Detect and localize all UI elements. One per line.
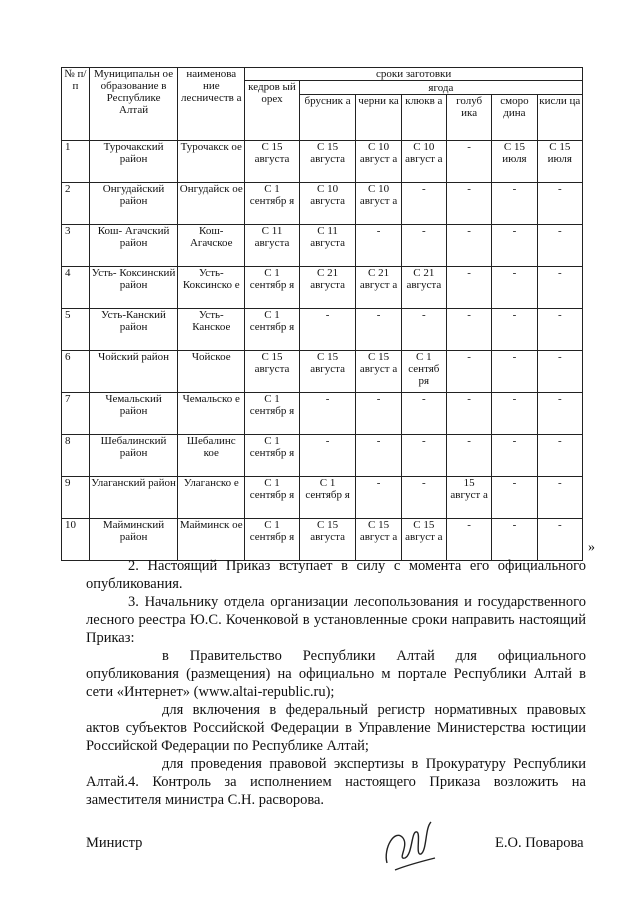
cell-forest: Кош- Агачское — [178, 225, 245, 267]
table-row — [62, 183, 583, 225]
cell-cedar: С 1 сентябр я — [245, 183, 300, 225]
paragraph-2: 2. Настоящий Приказ вступает в силу с момента его официального опубликования. — [86, 558, 586, 592]
cell-currant: - — [492, 435, 537, 477]
cell-forest: Усть- Канское — [178, 309, 245, 351]
cell-cedar: С 11 августа — [245, 225, 300, 267]
cell-n: 10 — [62, 519, 90, 561]
cell-sorrel: - — [537, 309, 582, 351]
cell-mun: Кош- Агачский район — [89, 225, 178, 267]
cell-cranberry: С 11 августа — [299, 225, 356, 267]
cell-sorrel: - — [537, 393, 582, 435]
cell-bilberry: - — [446, 183, 491, 225]
cell-cranberry: С 15 августа — [299, 519, 356, 561]
cell-mun: Шебалинский район — [89, 435, 178, 477]
cell-bilberry: - — [446, 141, 491, 183]
paragraph-3b: для включения в федеральный регистр нормативных правовых актов субъектов Российской Федерации в Управление Министерства юстиции Российской Федерации по Республике Алтай; — [86, 702, 586, 754]
cell-sorrel: - — [537, 477, 582, 519]
cell-lingonberry: С 1 сентяб ря — [401, 351, 446, 393]
cell-cedar: С 1 сентябр я — [245, 267, 300, 309]
cell-forest: Турочакск ое — [178, 141, 245, 183]
cell-mun: Усть- Коксинский район — [89, 267, 178, 309]
cell-currant: - — [492, 519, 537, 561]
cell-currant: - — [492, 351, 537, 393]
cell-bilberry: 15 август а — [446, 477, 491, 519]
cell-cedar: С 1 сентябр я — [245, 435, 300, 477]
cell-cedar: С 1 сентябр я — [245, 519, 300, 561]
header-cedar: кедров ый орех — [245, 81, 300, 141]
cell-forest: Чемальско е — [178, 393, 245, 435]
cell-bilberry: - — [446, 309, 491, 351]
cell-currant: - — [492, 393, 537, 435]
header-dates-group: сроки заготовки — [245, 68, 583, 81]
header-berry-group: ягода — [299, 81, 582, 95]
header-lingonberry: клюкв а — [401, 95, 446, 141]
table-row — [62, 477, 583, 519]
cell-lingonberry: С 15 август а — [401, 519, 446, 561]
cell-cranberry: - — [299, 393, 356, 435]
cell-sorrel: - — [537, 267, 582, 309]
table-body — [62, 141, 583, 561]
cell-mun: Турочакский район — [89, 141, 178, 183]
cell-cedar: С 1 сентябр я — [245, 393, 300, 435]
cell-lingonberry: С 10 август а — [401, 141, 446, 183]
cell-forest: Чойское — [178, 351, 245, 393]
cell-lingonberry: - — [401, 393, 446, 435]
cell-mun: Чойский район — [89, 351, 178, 393]
cell-cranberry: С 21 августа — [299, 267, 356, 309]
cell-bilberry: - — [446, 267, 491, 309]
harvest-dates-table — [61, 67, 583, 561]
cell-forest: Онгудайск ое — [178, 183, 245, 225]
table-row — [62, 393, 583, 435]
cell-currant: - — [492, 183, 537, 225]
cell-mun: Майминский район — [89, 519, 178, 561]
cell-n: 1 — [62, 141, 90, 183]
paragraph-3c: для проведения правовой экспертизы в Прокуратуру Республики Алтай. — [86, 756, 586, 790]
cell-currant: - — [492, 309, 537, 351]
cell-lingonberry: С 21 августа — [401, 267, 446, 309]
table-row — [62, 141, 583, 183]
cell-n: 4 — [62, 267, 90, 309]
cell-lingonberry: - — [401, 435, 446, 477]
cell-forest: Улаганско е — [178, 477, 245, 519]
cell-lingonberry: - — [401, 309, 446, 351]
table-row — [62, 351, 583, 393]
cell-mun: Онгудайский район — [89, 183, 178, 225]
cell-n: 7 — [62, 393, 90, 435]
cell-currant: - — [492, 267, 537, 309]
cell-bilberry: - — [446, 435, 491, 477]
table-row — [62, 267, 583, 309]
cell-cedar: С 1 сентябр я — [245, 309, 300, 351]
paragraph-3a: в Правительство Республики Алтай для официального опубликования (размещения) на официально м портале Республики Алтай в сети «Интернет» (www.altai-republic.ru); — [86, 648, 586, 700]
cell-lingonberry: - — [401, 477, 446, 519]
header-bilberry: голуб ика — [446, 95, 491, 141]
cell-mun: Чемальский район — [89, 393, 178, 435]
cell-cedar: С 1 сентябр я — [245, 477, 300, 519]
cell-sorrel: - — [537, 183, 582, 225]
cell-cranberry: - — [299, 309, 356, 351]
cell-blueberry: - — [356, 393, 401, 435]
cell-sorrel: - — [537, 225, 582, 267]
cell-blueberry: - — [356, 309, 401, 351]
cell-currant: - — [492, 477, 537, 519]
cell-cranberry: - — [299, 435, 356, 477]
closing-quote: » — [588, 540, 595, 555]
paragraph-3: 3. Начальнику отдела организации лесопользования и государственного лесного реестра Ю.С. Коченковой в установленные сроки направить настоящий Приказ: — [86, 594, 586, 646]
table-row — [62, 519, 583, 561]
cell-forest: Майминск ое — [178, 519, 245, 561]
cell-blueberry: - — [356, 435, 401, 477]
cell-sorrel: - — [537, 351, 582, 393]
header-sorrel: кисли ца — [537, 95, 582, 141]
header-currant: сморо дина — [492, 95, 537, 141]
cell-n: 3 — [62, 225, 90, 267]
table-row — [62, 435, 583, 477]
table-row — [62, 309, 583, 351]
cell-cranberry: С 1 сентябр я — [299, 477, 356, 519]
cell-blueberry: С 10 август а — [356, 183, 401, 225]
paragraph-4: 4. Контроль за исполнением настоящего Приказа возложить на заместителя министра С.Н. расворова. — [86, 774, 586, 808]
cell-n: 2 — [62, 183, 90, 225]
cell-n: 8 — [62, 435, 90, 477]
cell-currant: - — [492, 225, 537, 267]
cell-blueberry: С 10 август а — [356, 141, 401, 183]
cell-lingonberry: - — [401, 183, 446, 225]
cell-sorrel: С 15 июля — [537, 141, 582, 183]
cell-mun: Улаганский район — [89, 477, 178, 519]
cell-bilberry: - — [446, 393, 491, 435]
cell-n: 6 — [62, 351, 90, 393]
cell-blueberry: - — [356, 477, 401, 519]
table-row — [62, 225, 583, 267]
cell-blueberry: - — [356, 225, 401, 267]
cell-bilberry: - — [446, 519, 491, 561]
cell-bilberry: - — [446, 351, 491, 393]
cell-currant: С 15 июля — [492, 141, 537, 183]
header-municipality: Муниципальн ое образование в Республике Алтай — [89, 68, 178, 141]
signatory-position: Министр — [86, 835, 143, 851]
cell-n: 9 — [62, 477, 90, 519]
header-blueberry: черни ка — [356, 95, 401, 141]
cell-forest: Шебалинс кое — [178, 435, 245, 477]
cell-cranberry: С 15 августа — [299, 351, 356, 393]
cell-blueberry: С 15 август а — [356, 519, 401, 561]
cell-blueberry: С 21 август а — [356, 267, 401, 309]
handwritten-signature — [375, 808, 445, 878]
cell-cedar: С 15 августа — [245, 141, 300, 183]
cell-forest: Усть- Коксинско е — [178, 267, 245, 309]
cell-cranberry: С 10 августа — [299, 183, 356, 225]
cell-n: 5 — [62, 309, 90, 351]
header-forestry: наименова ние лесничеств а — [178, 68, 245, 141]
header-num: № п/п — [62, 68, 90, 141]
cell-lingonberry: - — [401, 225, 446, 267]
cell-sorrel: - — [537, 519, 582, 561]
cell-cedar: С 15 августа — [245, 351, 300, 393]
header-cranberry: брусник а — [299, 95, 356, 141]
cell-mun: Усть-Канский район — [89, 309, 178, 351]
cell-sorrel: - — [537, 435, 582, 477]
signatory-name: Е.О. Поварова — [495, 835, 584, 851]
cell-cranberry: С 15 августа — [299, 141, 356, 183]
cell-blueberry: С 15 август а — [356, 351, 401, 393]
cell-bilberry: - — [446, 225, 491, 267]
